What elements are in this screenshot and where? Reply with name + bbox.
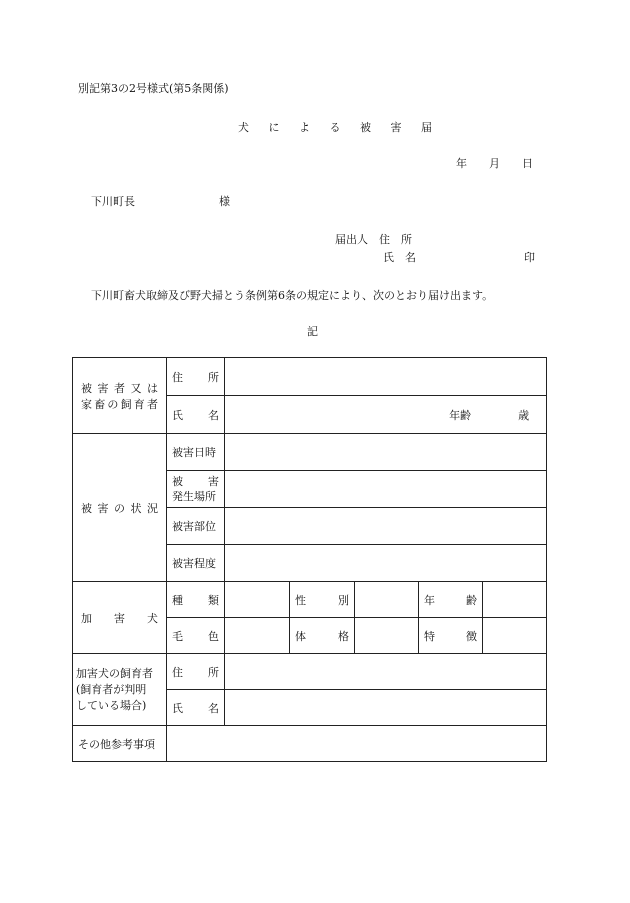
damage-part-field[interactable] bbox=[225, 508, 547, 545]
form-code: 別記第3の2号様式(第5条関係) bbox=[78, 82, 229, 95]
victim-age-label: 年齢 bbox=[449, 408, 472, 422]
ki-mark: 記 bbox=[307, 325, 318, 338]
body-text: 下川町畜犬取締及び野犬掃とう条例第6条の規定により、次のとおり届け出ます。 bbox=[91, 289, 494, 302]
victim-section-label: 被 害 者 又 は 家 畜 の 飼 育 者 bbox=[73, 358, 167, 434]
seal-mark: 印 bbox=[524, 251, 535, 264]
dog-feature-field[interactable] bbox=[483, 618, 547, 654]
damage-degree-field[interactable] bbox=[225, 545, 547, 582]
dog-breed-field[interactable] bbox=[225, 582, 290, 618]
dog-sex-field[interactable] bbox=[355, 582, 419, 618]
dog-age-label: 年 齢 bbox=[419, 582, 483, 618]
damage-part-label: 被害部位 bbox=[167, 508, 225, 545]
dog-section-label: 加 害 犬 bbox=[73, 582, 167, 654]
victim-name-field[interactable] bbox=[225, 396, 547, 434]
damage-place-label: 被 害 発生場所 bbox=[167, 471, 225, 508]
document-title: 犬 に よ る 被 害 届 bbox=[238, 121, 440, 134]
dog-feature-label: 特 徴 bbox=[419, 618, 483, 654]
other-notes-field[interactable] bbox=[167, 726, 547, 762]
damage-degree-label: 被害程度 bbox=[167, 545, 225, 582]
dog-breed-label: 種 類 bbox=[167, 582, 225, 618]
dog-age-field[interactable] bbox=[483, 582, 547, 618]
dog-size-label: 体 格 bbox=[290, 618, 355, 654]
damage-datetime-field[interactable] bbox=[225, 434, 547, 471]
dog-color-label: 毛 色 bbox=[167, 618, 225, 654]
owner-address-label: 住 所 bbox=[167, 654, 225, 690]
owner-name-label: 氏 名 bbox=[167, 690, 225, 726]
addressee-honorific: 様 bbox=[219, 195, 230, 208]
damage-datetime-label: 被害日時 bbox=[167, 434, 225, 471]
dog-color-field[interactable] bbox=[225, 618, 290, 654]
date-line: 年 月 日 bbox=[456, 157, 533, 170]
victim-address-field[interactable] bbox=[225, 358, 547, 396]
damage-report-table bbox=[72, 357, 547, 762]
dog-size-field[interactable] bbox=[355, 618, 419, 654]
owner-section-label: 加害犬の飼育者 (飼育者が判明 している場合) bbox=[73, 654, 167, 726]
addressee: 下川町長 bbox=[91, 195, 135, 208]
owner-name-field[interactable] bbox=[225, 690, 547, 726]
applicant-address-label: 届出人 住 所 bbox=[335, 233, 412, 246]
applicant-name-label: 氏 名 bbox=[383, 251, 416, 264]
owner-address-field[interactable] bbox=[225, 654, 547, 690]
other-notes-label: その他参考事項 bbox=[73, 726, 167, 762]
victim-address-label: 住 所 bbox=[167, 358, 225, 396]
victim-name-label: 氏 名 bbox=[167, 396, 225, 434]
victim-age-unit: 歳 bbox=[518, 408, 530, 422]
dog-sex-label: 性 別 bbox=[290, 582, 355, 618]
situation-section-label: 被 害 の 状 況 bbox=[73, 434, 167, 582]
damage-place-field[interactable] bbox=[225, 471, 547, 508]
